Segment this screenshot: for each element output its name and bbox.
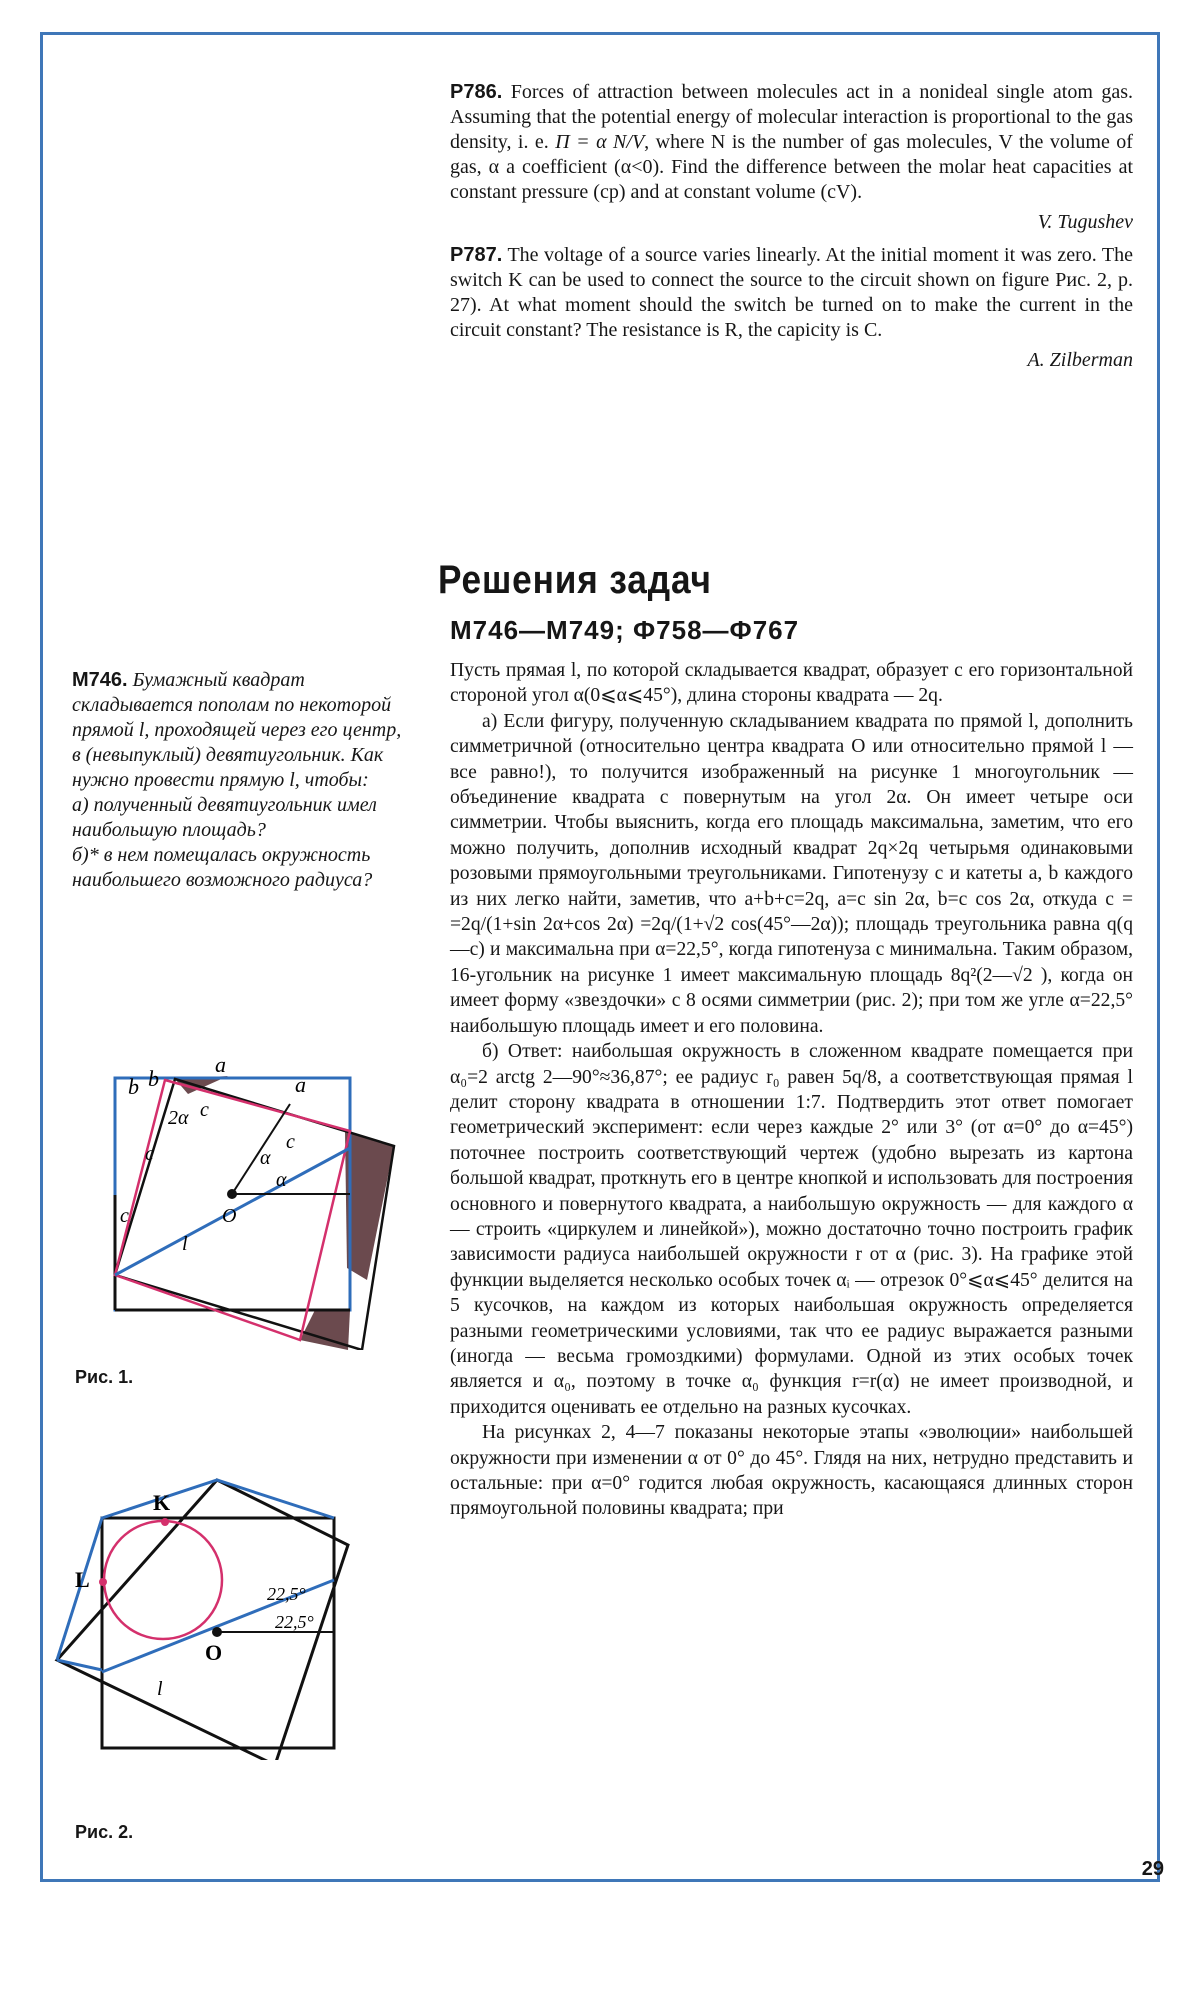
fig2-blue-edge: [57, 1660, 102, 1670]
fig1-label: l: [182, 1233, 188, 1255]
fig1-center-point: [227, 1189, 237, 1199]
fig1-label: c: [145, 1143, 154, 1165]
problem-id: М746.: [72, 669, 128, 691]
fig1-label: b: [128, 1074, 139, 1099]
author: V. Tugushev: [1037, 211, 1133, 233]
fig1-label: b: [148, 1066, 159, 1091]
solution-paragraph: На рисунках 2, 4—7 показаны некоторые этапы «эволюции» наибольшей окружности при изменении α от 0° до 45°. Глядя на них, нетрудно представить и остальные: при α=0° годится любая окружность, касающаяся длинных сторон прямоугольной половины квадрата; при: [450, 1422, 1133, 1520]
problem-id: P787.: [450, 244, 503, 266]
fig1-label: 2α: [168, 1107, 189, 1129]
problems-block: [450, 80, 1133, 381]
figure-2: [45, 1470, 395, 1760]
section-title: Решения задач: [438, 558, 712, 602]
problem-p787: [450, 243, 1133, 343]
fig1-label: c: [286, 1131, 295, 1153]
sidebar-statement: [72, 668, 412, 793]
problem-formula: Π = α N/V: [555, 131, 645, 153]
problem-id: P786.: [450, 81, 503, 103]
page-number: 29: [1141, 1858, 1164, 1880]
fig2-label: K: [153, 1490, 171, 1515]
problem-text: Forces of attraction between molecules act in a nonideal single atom gas. Assuming that the potential energy of molecular interaction is proportional to the gas density, i. e.: [450, 81, 1134, 153]
problem-text: Бумажный квадрат складывается пополам по некоторой прямой l, проходящей через его центр, в (невыпуклый) девятиугольник. Как нужно провести прямую l, чтобы:: [72, 669, 402, 791]
problem-p786: [450, 80, 1133, 205]
fig2-label: O: [205, 1640, 223, 1665]
fig2-center-point: [212, 1627, 222, 1637]
fig1-label: a: [295, 1072, 306, 1097]
fig2-label: l: [157, 1678, 163, 1700]
problem-text: , where N is the number of gas molecules, V the volume of gas, α a coefficient (α<0). Find the difference between the molar heat capacities at constant pressure (cp) and at constant volume (cV).: [450, 131, 1133, 203]
fig2-label: L: [75, 1567, 90, 1592]
fig1-triangle: [345, 1131, 394, 1280]
solution-text: [450, 658, 1133, 1522]
solution-paragraph: б) Ответ: наибольшая окружность в сложенном квадрате помещается при α₀=2 arctg 2—90°≈36,87°; ее радиус r₀ равен 5q/8, а соответствующая прямая l делит сторону квадрата в отношении 1:7. Подтвердить этот ответ помогает геометрический эксперимент: если через каждые 2° или 3° (от α=0° до α=45°) поточнее построить соответствующий чертеж (удобно вырезать из картона большой квадрат, проткнуть его в центре кнопкой и использовать для построения основного и повернутого квадрата, а наибольшую окружность — для каждого α — строить «циркулем и линейкой»), можно достаточно точно построить график зависимости радиуса наибольшей окружности r от α (рис. 3). На графике этой функции выделяется несколько особых точек αᵢ — отрезок 0°⩽α⩽45° делится на 5 кусочков, на каждом из которых наибольшая окружность определяется разными геометрическими условиями, так что ее радиус выражается разными (иногда — весьма громоздкими) формулами. Одной из этих особых точек является и α₀, поэтому в точке α₀ функция r=r(α) не имеет производной, и приходится оценивать ее отдельно на разных кусочках.: [450, 1041, 1133, 1418]
problem-text: The voltage of a source varies linearly. At the initial moment it was zero. The switch K can be used to connect the source to the circuit shown on figure Рис. 2, p. 27). At what moment should the switch be turned on to make the current in the circuit constant? The resistance is R, the capicity is C.: [450, 244, 1133, 341]
fig1-label: α: [276, 1169, 287, 1191]
fig2-point-k: [161, 1518, 169, 1526]
fig1-label: c: [200, 1099, 209, 1121]
figure-1: [100, 1020, 420, 1350]
figure-1-caption: Рис. 1.: [75, 1367, 134, 1387]
solution-paragraph: Пусть прямая l, по которой складывается квадрат, образует с его горизонтальной стороной угол α(0⩽α⩽45°), длина стороны квадрата — 2q.: [450, 660, 1133, 707]
solution-paragraph: а) Если фигуру, полученную складыванием квадрата по прямой l, дополнить симметричной (относительно центра квадрата O или относительно прямой l — все равно!), то получится изображенный на рисунке 1 многоугольник — объединение квадрата с повернутым на угол 2α. Он имеет четыре оси симметрии. Чтобы выяснить, когда его площадь максимальна, заметим, что его можно получить, дополнив исходный квадрат 2q×2q четырьмя одинаковыми розовыми прямоугольными треугольниками. Гипотенузу c и катеты a, b каждого из них легко найти, заметив, что a+b+c=2q, a=c sin 2α, b=c cos 2α, откуда c = =2q/(1+sin 2α+cos 2α) =2q/(1+√2 cos(45°—2α)); площадь треугольника равна q(q—c) и максимальна при α=22,5°, когда гипотенуза c минимальна. Таким образом, 16-угольник на рисунке 1 имеет максимальную площадь 8q²(2—√2 ), когда он имеет форму «звездочки» с 8 осями симметрии (рис. 2); при том же угле α=22,5° наибольшую площадь имеет и его половина.: [450, 710, 1133, 1037]
fig2-label: 22,5°: [275, 1612, 314, 1632]
sidebar-question-b: б)* в нем помещалась окружность наибольшего возможного радиуса?: [72, 844, 373, 891]
sidebar-question-a: а) полученный девятиугольник имел наибольшую площадь?: [72, 794, 377, 841]
section-subtitle: М746—М749; Ф758—Ф767: [450, 615, 800, 645]
sidebar-problem: [72, 668, 412, 893]
figure-2-caption: Рис. 2.: [75, 1822, 134, 1842]
fig1-label: O: [222, 1205, 237, 1227]
author: A. Zilberman: [1027, 349, 1133, 371]
fig2-label: 22,5°: [267, 1584, 306, 1604]
fig1-label: a: [215, 1052, 226, 1077]
fig1-label: c: [120, 1205, 129, 1227]
fig2-point-l: [99, 1578, 107, 1586]
fig1-label: α: [260, 1147, 271, 1169]
